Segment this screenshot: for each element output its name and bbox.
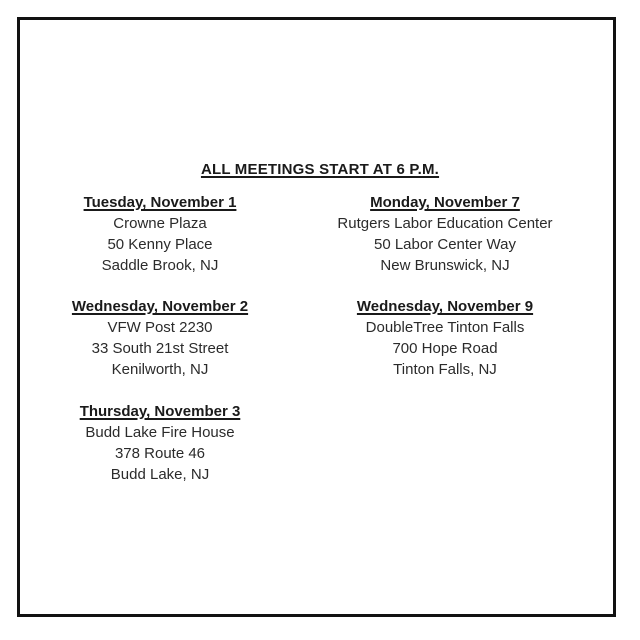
page-headline: ALL MEETINGS START AT 6 P.M. <box>200 161 440 178</box>
meeting-city: Kenilworth, NJ <box>111 361 209 378</box>
meeting-venue: Rutgers Labor Education Center <box>337 215 553 232</box>
meeting-address: 33 South 21st Street <box>91 340 229 357</box>
meeting-venue: VFW Post 2230 <box>107 319 213 336</box>
meeting-monday-nov-7 <box>300 192 590 276</box>
meeting-tuesday-nov-1 <box>40 192 280 276</box>
meeting-venue: Budd Lake Fire House <box>85 424 235 441</box>
meeting-city: Saddle Brook, NJ <box>101 257 219 274</box>
meeting-address: 378 Route 46 <box>114 445 206 462</box>
meeting-city: Budd Lake, NJ <box>110 466 210 483</box>
meeting-wednesday-nov-9 <box>300 296 590 380</box>
meeting-venue: Crowne Plaza <box>113 215 207 232</box>
meeting-wednesday-nov-2 <box>40 296 280 380</box>
meeting-day: Thursday, November 3 <box>79 403 241 420</box>
meeting-city: New Brunswick, NJ <box>380 257 510 274</box>
meeting-day: Wednesday, November 9 <box>356 298 534 315</box>
meeting-day: Tuesday, November 1 <box>83 194 237 211</box>
meeting-address: 50 Labor Center Way <box>373 236 517 253</box>
meeting-thursday-nov-3 <box>40 401 280 485</box>
meeting-address: 700 Hope Road <box>392 340 498 357</box>
meeting-city: Tinton Falls, NJ <box>393 361 497 378</box>
meeting-address: 50 Kenny Place <box>107 236 213 253</box>
meeting-day: Monday, November 7 <box>370 194 520 211</box>
meeting-venue: DoubleTree Tinton Falls <box>365 319 525 336</box>
meeting-day: Wednesday, November 2 <box>71 298 249 315</box>
